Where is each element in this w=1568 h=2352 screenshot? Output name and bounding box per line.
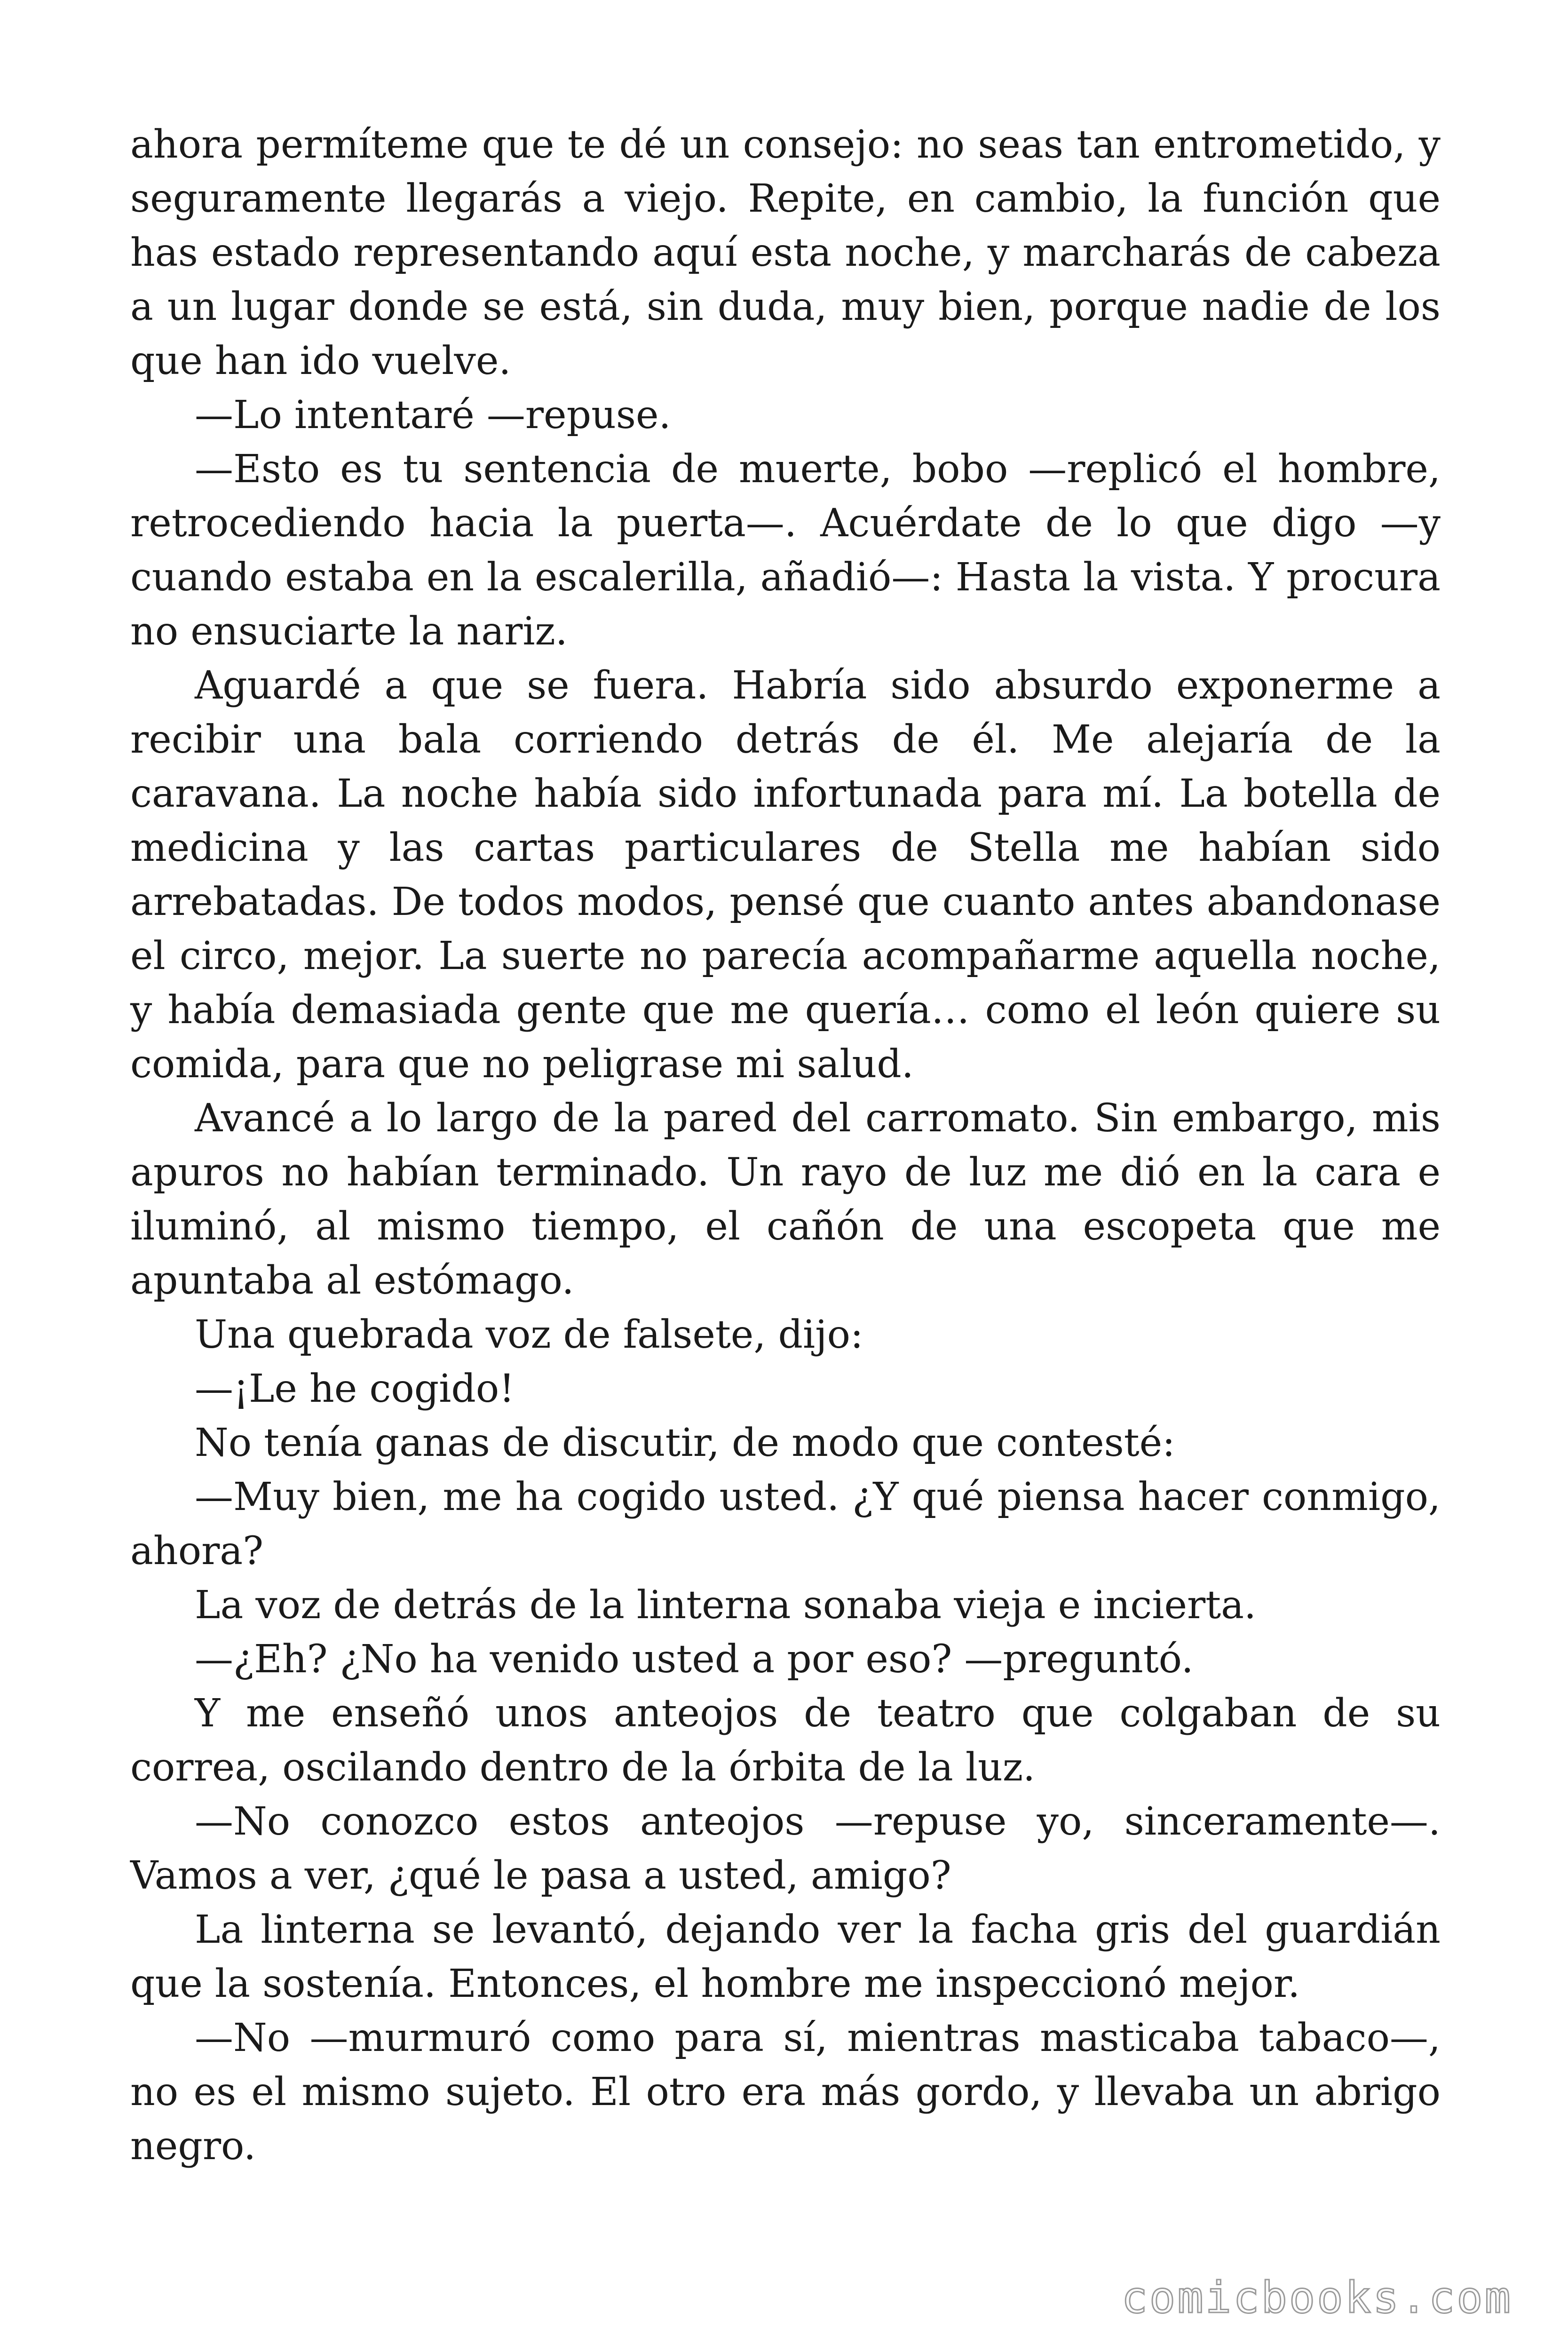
watermark: comicbooks.com [1121,2273,1513,2323]
paragraph: Aguardé a que se fuera. Habría sido absurdo exponerme a recibir una bala corriendo detrás de él. Me alejaría de la caravana. La noche había sido infortunada para mí. La botella de medicina y las cartas particulares de Stella me habían sido arrebatadas. De todos modos, pensé que cuanto antes abandonase el circo, mejor. La suerte no parecía acompañarme aquella noche, y había demasiada gente que me quería… como el león quiere su comida, para que no peligrase mi salud. [130,663,1441,1087]
paragraph: ahora permíteme que te dé un consejo: no seas tan entrometido, y seguramente llegarás a viejo. Repite, en cambio, la función que has estado representando aquí esta noche, y marcharás de cabeza a un lugar donde se está, sin duda, muy bien, porque nadie de los que han ido vuelve. [130,122,1441,383]
paragraph: —No —murmuró como para sí, mientras masticaba tabaco—, no es el mismo sujeto. El otro era más gordo, y llevaba un abrigo negro. [130,2016,1441,2169]
paragraph: Una quebrada voz de falsete, dijo: [195,1312,863,1357]
paragraph: —¿Eh? ¿No ha venido usted a por eso? —preguntó. [195,1637,1194,1682]
paragraph: —Lo intentaré —repuse. [195,393,671,437]
paragraph: No tenía ganas de discutir, de modo que contesté: [195,1421,1175,1465]
paragraph: —¡Le he cogido! [195,1367,515,1411]
paragraph: La linterna se levantó, dejando ver la facha gris del guardián que la sostenía. Entonces, el hombre me inspeccionó mejor. [130,1907,1441,2006]
paragraph: La voz de detrás de la linterna sonaba vieja e incierta. [195,1583,1257,1628]
paragraph: —No conozco estos anteojos —repuse yo, sinceramente—. Vamos a ver, ¿qué le pasa a usted, amigo? [130,1799,1441,1898]
paragraph: —Esto es tu sentencia de muerte, bobo —replicó el hombre, retrocediendo hacia la puerta—. Acuérdate de lo que digo —y cuando estaba en la escalerilla, añadió—: Hasta la vista. Y procura no ensuciarte la nariz. [130,447,1441,654]
paragraph: Y me enseñó unos anteojos de teatro que colgaban de su correa, oscilando dentro de la órbita de la luz. [130,1691,1441,1790]
paragraph: —Muy bien, me ha cogido usted. ¿Y qué piensa hacer conmigo, ahora? [130,1475,1441,1573]
page-text [130,118,1441,2173]
paragraph: Avancé a lo largo de la pared del carromato. Sin embargo, mis apuros no habían terminado. Un rayo de luz me dió en la cara e iluminó, al mismo tiempo, el cañón de una escopeta que me apuntaba al estómago. [130,1096,1441,1303]
